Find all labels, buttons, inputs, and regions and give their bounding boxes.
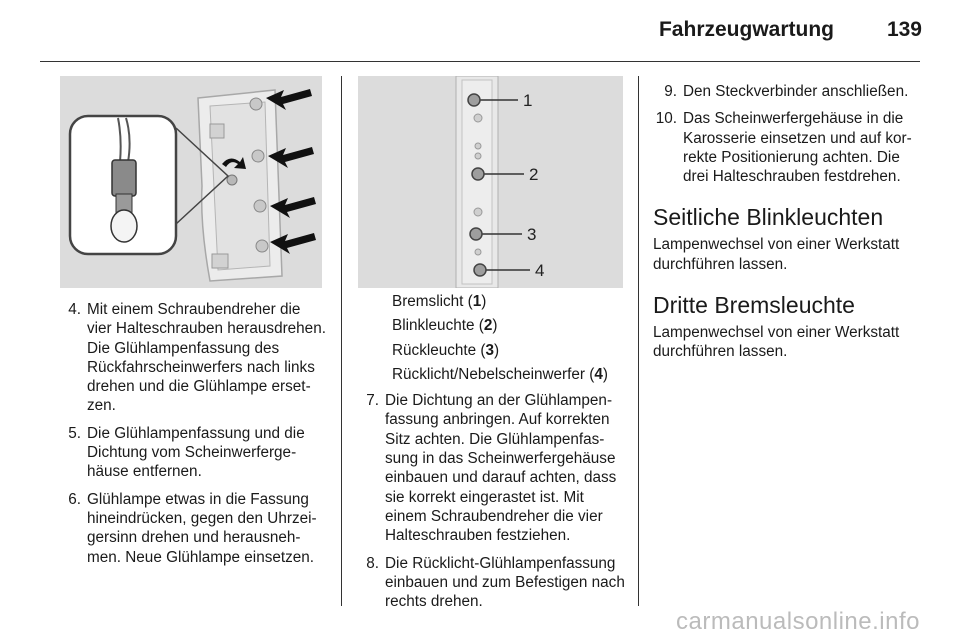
step-text: Mit einem Schraubendreher die vier Halteschrauben herausdrehen. Die Glühlampenfassung des Rückfahrscheinwerfers nach links drehen und die Glühlampe ersetzen.: [87, 301, 326, 415]
step-10: [653, 109, 925, 186]
callout-4: 4: [535, 261, 545, 280]
header-rule: [40, 61, 920, 62]
step-5: [57, 424, 327, 482]
step-text: Die Glühlampenfassung und die Dichtung vom Scheinwerfergehäuse entfernen.: [87, 424, 305, 481]
column-3-text: [653, 82, 925, 362]
section-title: Fahrzeugwartung: [658, 18, 834, 41]
step-text: Die Rücklicht-Glühlampenfassung einbauen und zum Befestigen nach rechts drehen.: [385, 554, 625, 611]
figure-reversing-lamp-screws: [60, 76, 322, 288]
legend-indicator: Blinkleuchte (2): [392, 317, 498, 335]
step-number: 10.: [655, 110, 677, 128]
third-brake-light-text: Lampenwechsel von einer Werkstatt durchführen lassen.: [653, 324, 900, 361]
heading-third-brake-light: Dritte Bremsleuchte: [653, 292, 855, 319]
page-header: [0, 0, 960, 62]
side-indicators-text: Lampenwechsel von einer Werkstatt durchführen lassen.: [653, 236, 900, 273]
callout-3: 3: [527, 225, 537, 244]
column-divider-1: [341, 76, 342, 606]
column-2-text: [355, 292, 625, 619]
step-number: 6.: [68, 490, 81, 508]
figure-2-illustration: [358, 76, 623, 288]
step-4: [57, 300, 327, 416]
step-text: Den Steckverbinder anschließen.: [683, 83, 909, 100]
step-6: [57, 490, 327, 567]
step-number: 9.: [664, 83, 677, 100]
step-8: [355, 554, 625, 612]
step-number: 4.: [68, 301, 81, 318]
column-1-text: [57, 300, 327, 575]
page-number: 139: [886, 18, 922, 41]
figure-1-illustration: [60, 76, 322, 288]
step-text: Das Scheinwerfergehäuse in die Karosserie einsetzen und auf korrekte Positionierung achten. Die drei Halteschrauben festdrehen.: [683, 110, 912, 186]
column-divider-2: [638, 76, 639, 606]
step-number: 5.: [68, 424, 81, 442]
step-text: Die Dichtung an der Glühlampenfassung anbringen. Auf korrekten Sitz achten. Die Glühlampenfassung in das Scheinwerfergehäuse einbauen und darauf achten, dass sie korrekt eingerastet ist. Mit einem Schraubendreher die vier Halteschrauben festziehen.: [385, 392, 617, 545]
legend-brake-light: Bremslicht (1): [392, 293, 487, 310]
figure-lamp-positions: [358, 76, 623, 288]
heading-side-indicators: Seitliche Blinkleuchten: [653, 204, 884, 231]
legend-tail-light: Rückleuchte (3): [392, 341, 500, 359]
watermark: carmanualsonline.info: [676, 608, 920, 635]
callout-1: 1: [523, 91, 533, 110]
step-text: Glühlampe etwas in die Fassung hineindrücken, gegen den Uhrzeigersinn drehen und herausnehmen. Neue Glühlampe einsetzen.: [87, 490, 317, 566]
step-number: 7.: [366, 392, 379, 410]
legend-fog-light: Rücklicht/Nebelscheinwerfer (4): [392, 365, 608, 383]
step-number: 8.: [366, 554, 379, 572]
callout-2: 2: [529, 165, 539, 184]
step-9: [653, 82, 925, 101]
step-7: [355, 391, 625, 545]
